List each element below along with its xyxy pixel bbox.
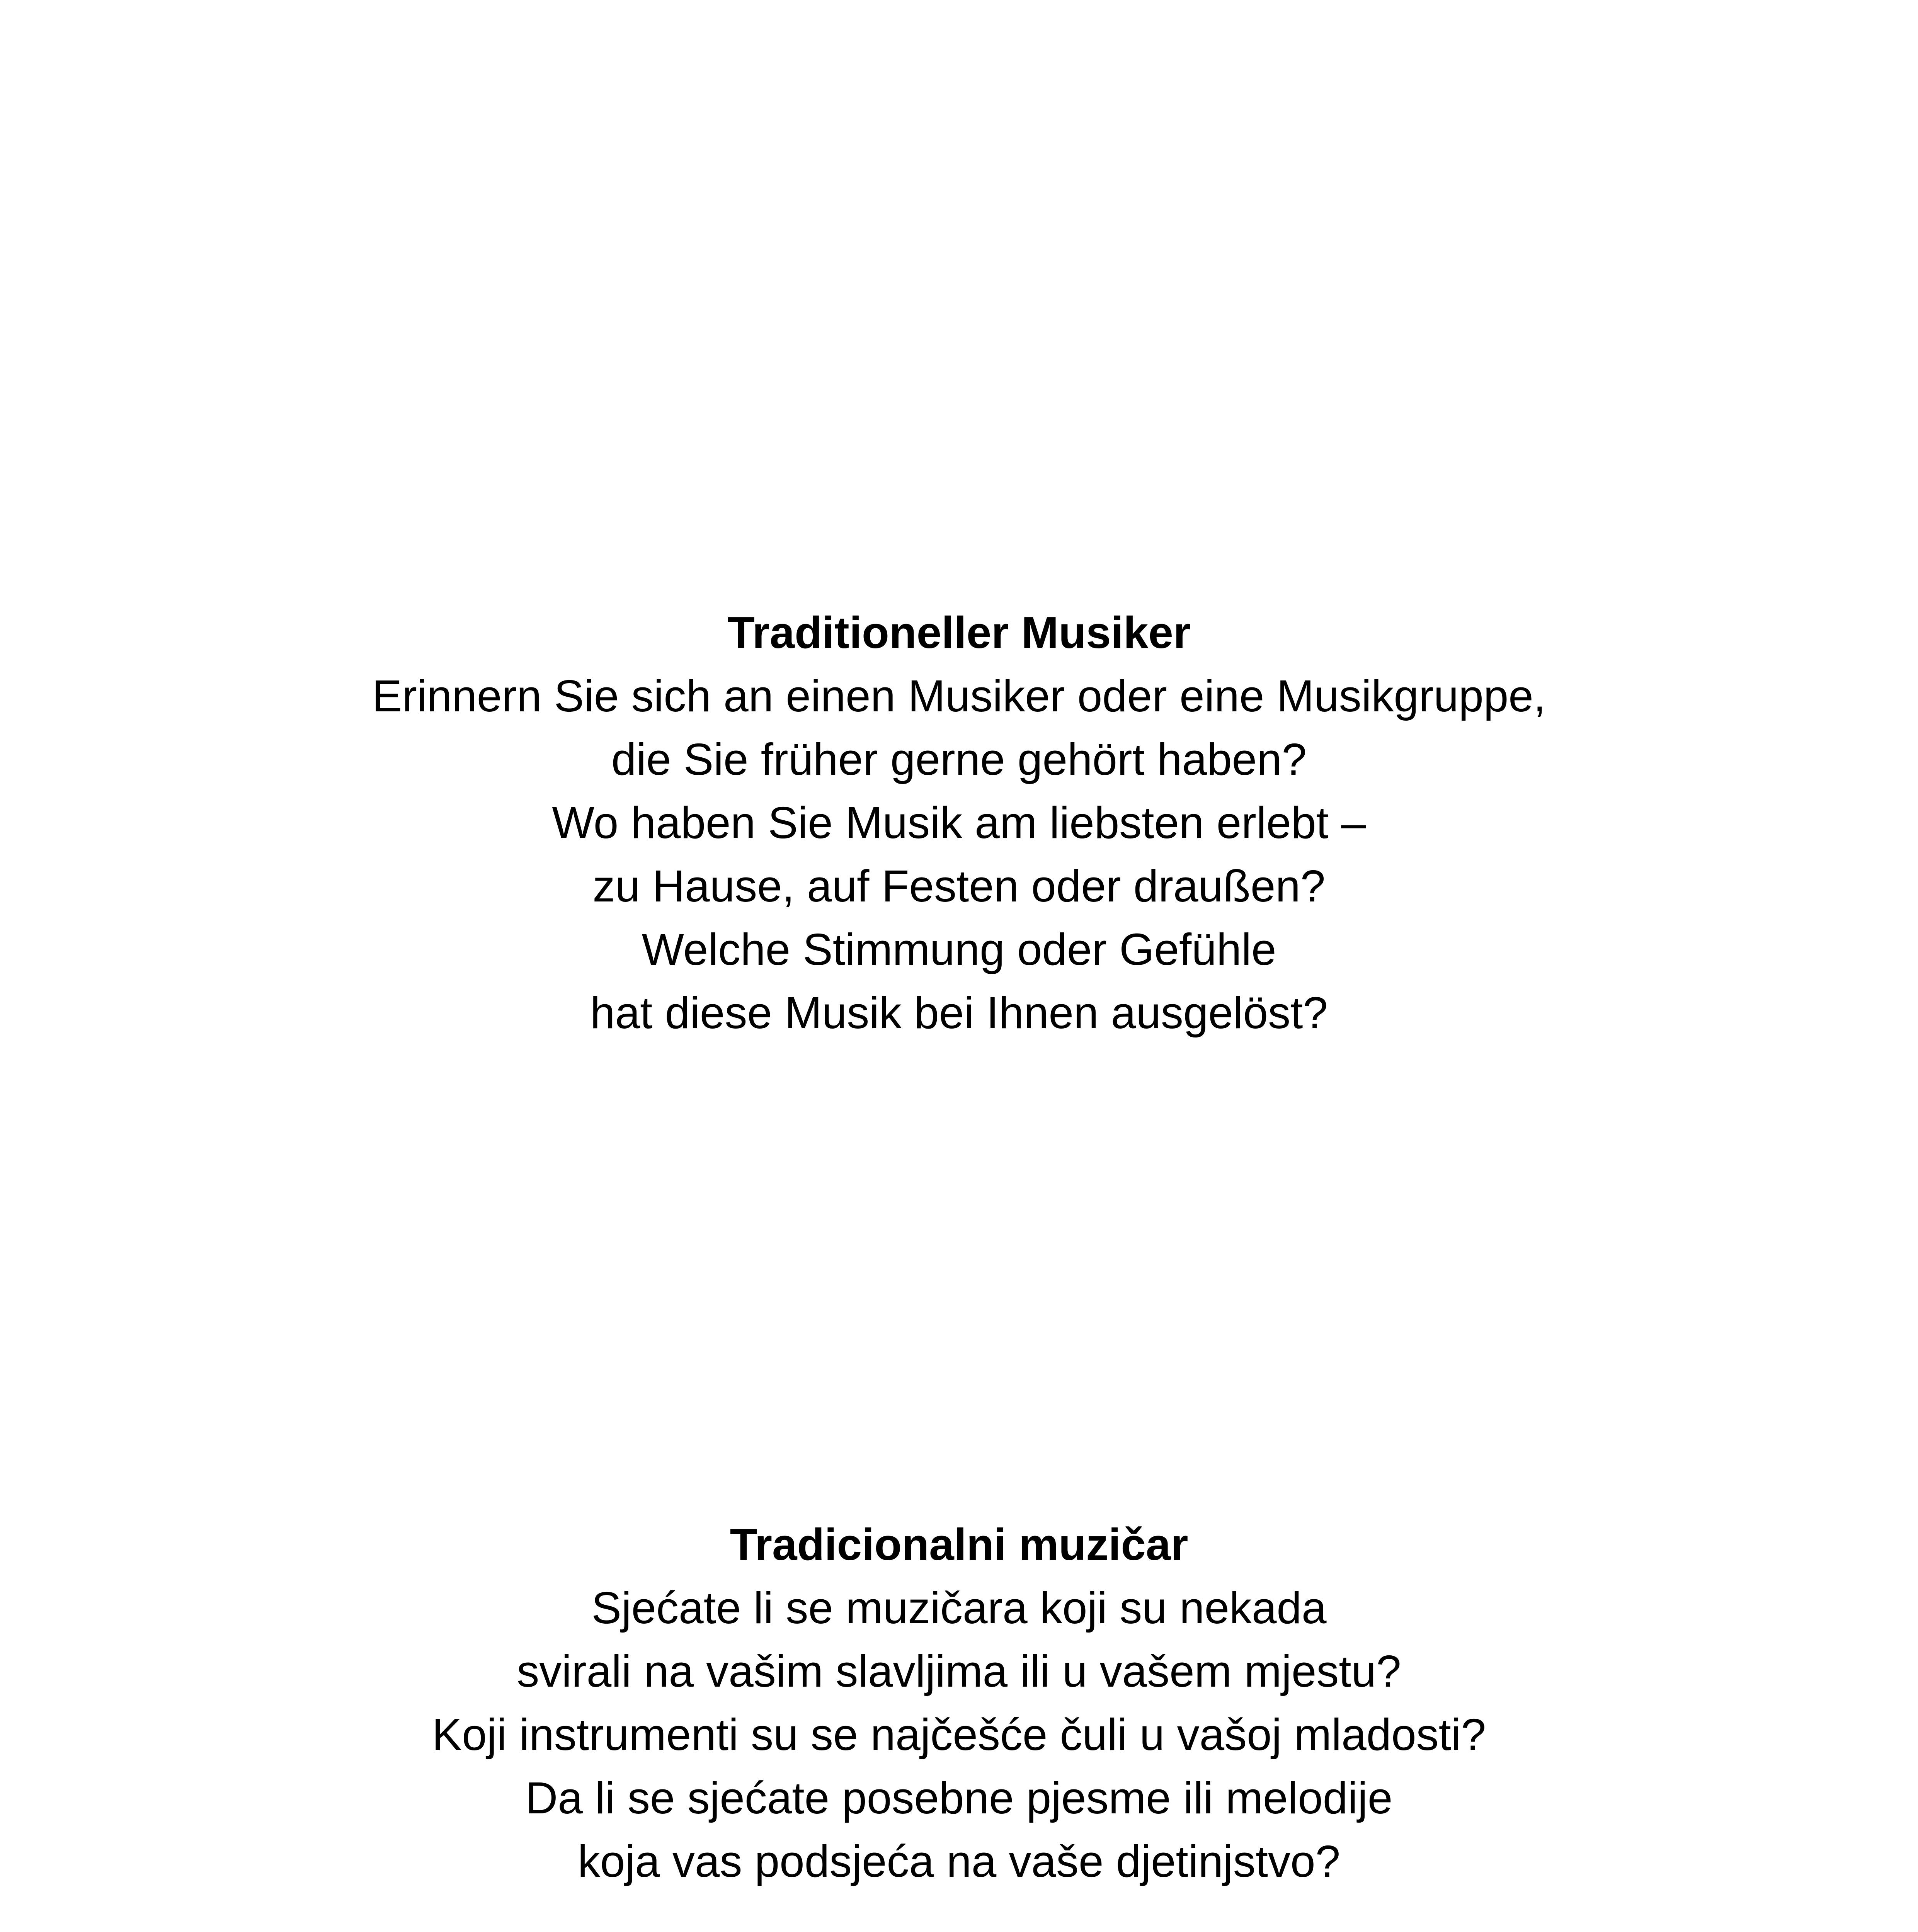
question-line: koja vas podsjeća na vaše djetinjstvo?	[577, 1836, 1341, 1886]
section-german	[0, 601, 1918, 1044]
question-line: hat diese Musik bei Ihnen ausgelöst?	[590, 988, 1328, 1038]
section-title: Traditioneller Musiker	[727, 607, 1191, 658]
question-line: Koji instrumenti su se najčešće čuli u vašoj mladosti?	[432, 1709, 1486, 1760]
question-line: Da li se sjećate posebne pjesme ili melodije	[525, 1773, 1393, 1823]
question-line: zu Hause, auf Festen oder draußen?	[592, 861, 1326, 911]
question-line: svirali na vašim slavljima ili u vašem mjestu?	[517, 1646, 1401, 1696]
question-line: Erinnern Sie sich an einen Musiker oder eine Musikgruppe,	[372, 671, 1546, 721]
question-line: die Sie früher gerne gehört haben?	[611, 734, 1307, 784]
question-line: Wo haben Sie Musik am liebsten erlebt –	[552, 798, 1366, 848]
question-line: Sjećate li se muzičara koji su nekada	[591, 1583, 1327, 1633]
section-title: Tradicionalni muzičar	[730, 1519, 1188, 1570]
question-line: Welche Stimmung oder Gefühle	[642, 924, 1276, 975]
section-bosnian	[0, 1513, 1918, 1893]
